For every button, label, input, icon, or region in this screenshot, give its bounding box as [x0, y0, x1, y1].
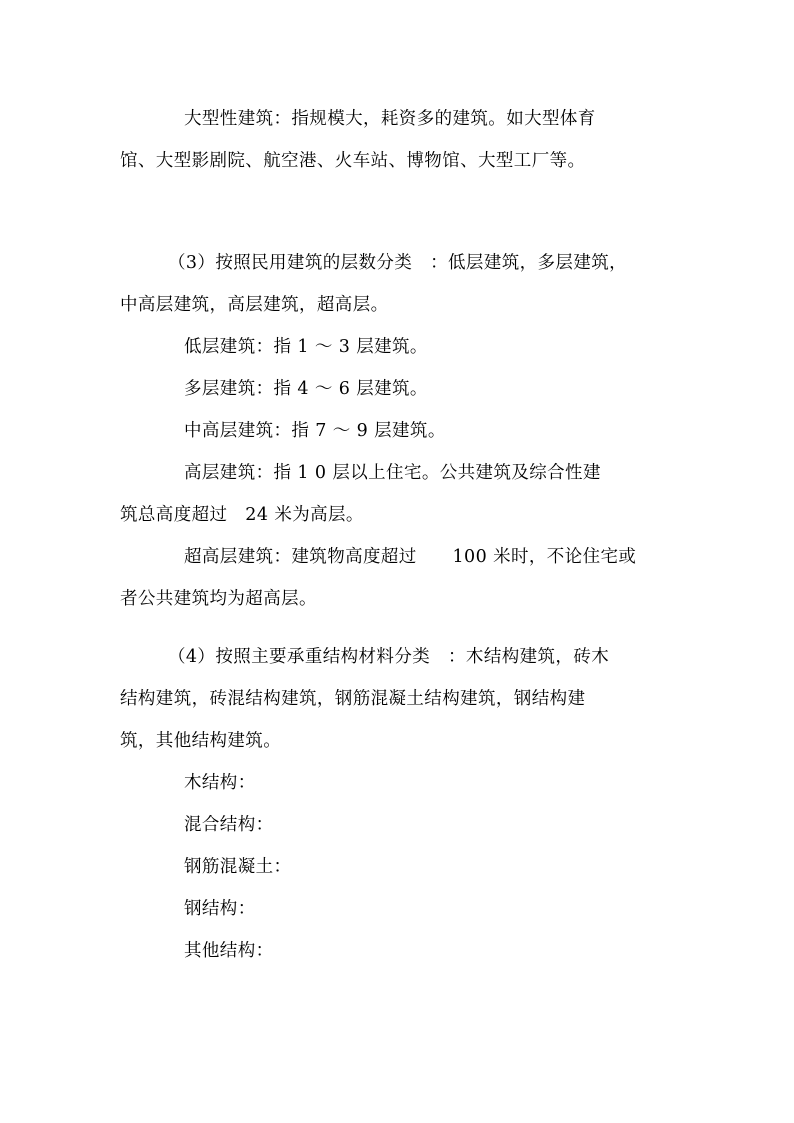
text-line: 中高层建筑：指 7 ～ 9 层建筑。 [184, 421, 446, 441]
text-line: 钢筋混凝土： [184, 857, 292, 877]
text-line: 其他结构： [184, 941, 274, 961]
text-line: 低层建筑：指 1 ～ 3 层建筑。 [184, 337, 428, 357]
text-line: 混合结构： [184, 815, 274, 835]
text-line: 大型性建筑：指规模大，耗资多的建筑。如大型体育 [184, 109, 596, 129]
text-line: 馆、大型影剧院、航空港、火车站、博物馆、大型工厂等。 [120, 151, 586, 171]
text-line: 钢结构： [184, 899, 256, 919]
text-line: 高层建筑：指 1 0 层以上住宅。公共建筑及综合性建 [184, 463, 601, 483]
text-line: 超高层建筑：建筑物高度超过 100 米时，不论住宅或 [184, 547, 637, 567]
section-heading-3: （3）按照民用建筑的层数分类 ：低层建筑，多层建筑， [168, 253, 628, 273]
text-line: 木结构： [184, 773, 256, 793]
text-line: 筑总高度超过 24 米为高层。 [120, 505, 364, 525]
text-line: 筑，其他结构建筑。 [120, 731, 282, 751]
text-line: 结构建筑，砖混结构建筑，钢筋混凝土结构建筑，钢结构建 [120, 689, 586, 709]
section-heading-4: （4）按照主要承重结构材料分类 ：木结构建筑，砖木 [168, 647, 610, 667]
text-line: 者公共建筑均为超高层。 [120, 589, 317, 609]
text-line: 多层建筑：指 4 ～ 6 层建筑。 [184, 379, 428, 399]
text-line: 中高层建筑，高层建筑，超高层。 [120, 295, 389, 315]
